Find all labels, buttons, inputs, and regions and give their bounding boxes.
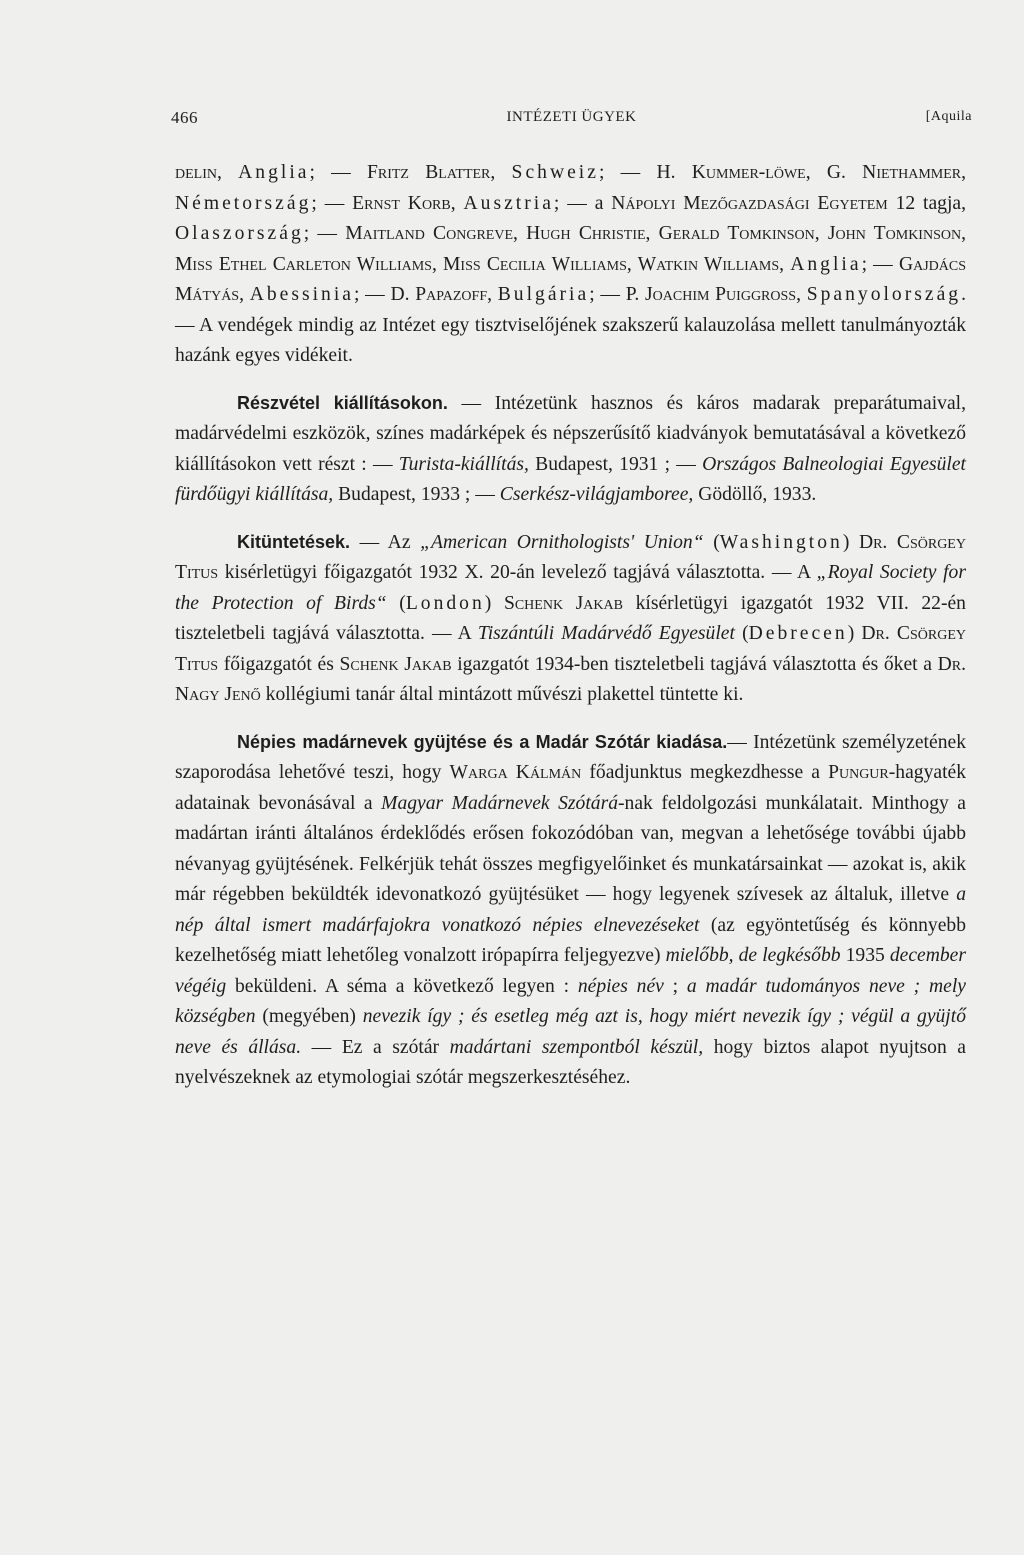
text-run: ) bbox=[847, 623, 862, 644]
small-caps-name: Schenk Jakab bbox=[503, 592, 623, 614]
text-run: , bbox=[239, 284, 250, 305]
small-caps-name: Nápolyi Mezőgazdasági Egyetem bbox=[611, 192, 888, 214]
italic-text: Tiszántúli Madárvédő Egyesület bbox=[477, 623, 735, 644]
italic-text: „American Ornithologists' Union“ bbox=[420, 531, 704, 553]
text-run: -nak feldolgozási munkálatait. Minthogy a madártan iránti általános érdeklődés erősen fokozódóban van, megvan a lehetősége további újabb névanyag gyüjtésének. Felkérjük tehát összes megfigyelőinket és munkatársainkat — azokat is, akik már régebben beküldték idevonatkozó gyüjtésüket — hogy legyenek szívesek az általuk, illetve bbox=[175, 792, 966, 905]
italic-text: december végéig bbox=[175, 945, 966, 997]
text-run: — Az bbox=[350, 531, 421, 553]
text-run: , bbox=[961, 162, 967, 183]
small-caps-name: P. Joachim Puiggross bbox=[625, 284, 797, 305]
paragraph-guest-list bbox=[175, 158, 966, 372]
section-heading: Részvétel kiállításokon. bbox=[237, 392, 448, 413]
small-caps-name: delin bbox=[175, 162, 217, 183]
small-caps-name: Pungur bbox=[828, 762, 889, 783]
text-run: ; bbox=[663, 975, 687, 997]
text-run: — Intézetünk személyzetének szaporodása lehetővé teszi, hogy bbox=[175, 731, 966, 783]
text-run: , bbox=[805, 162, 827, 183]
text-run: Budapest, 1931 ; — bbox=[528, 453, 703, 475]
section-heading: Kitüntetések. bbox=[237, 531, 351, 552]
small-caps-name: Schenk Jakab bbox=[339, 653, 452, 675]
italic-text: Cserkész-világjamboree, bbox=[499, 484, 694, 505]
text-run: hogy biztos alapot nyujtson a nyelvészeknek az etymologiai szótár megszerkesztéséhez. bbox=[175, 1036, 966, 1088]
text-run: (az egyöntetűség és könnyebb kezelhetőség miatt lehetőleg vonalzott irópapírra feljegyezve) bbox=[175, 914, 966, 966]
text-run: igazgatót 1934-ben tiszteletbeli tagjává választotta és őket a bbox=[451, 653, 938, 675]
italic-text: a madár tudományos neve ; mely községben bbox=[175, 975, 966, 1027]
text-run: ; — bbox=[311, 192, 353, 214]
italic-text: madártani szempontból készül, bbox=[449, 1036, 704, 1058]
spaced-place-name: Bulgária bbox=[497, 284, 590, 305]
text-run: Gödöllő, 1933. bbox=[693, 484, 817, 505]
text-run: -hagyaték adatainak bevonásával a bbox=[175, 762, 967, 814]
text-run: ; — bbox=[309, 162, 367, 183]
paragraph-exhibitions bbox=[175, 388, 966, 511]
small-caps-name: H. Kummer-löwe bbox=[656, 162, 806, 183]
text-run: , bbox=[487, 284, 498, 305]
small-caps-name: D. Papazoff bbox=[390, 284, 488, 305]
text-run: 1935 bbox=[840, 945, 890, 966]
text-run: , bbox=[779, 253, 791, 275]
text-run: , bbox=[450, 192, 464, 214]
text-run: főadjunktus megkezdhesse a bbox=[581, 762, 829, 783]
small-caps-name: Dr. Csörgey Titus bbox=[175, 623, 966, 675]
spaced-place-name: Schweiz bbox=[511, 162, 599, 183]
text-run: főigazgatót és bbox=[218, 653, 340, 675]
text-run: ; — bbox=[303, 223, 346, 244]
text-run: kollégiumi tanár által mintázott művészi plakettel tüntette ki. bbox=[260, 684, 744, 705]
text-run: ( bbox=[703, 531, 720, 553]
spaced-place-name: Washington bbox=[719, 531, 843, 553]
text-run: (megyében) bbox=[255, 1006, 363, 1027]
italic-text: „Royal Society for the Protection of Birds“ bbox=[175, 562, 966, 614]
spaced-place-name: Anglia bbox=[790, 253, 862, 275]
small-caps-name: G. Niethammer bbox=[826, 162, 962, 183]
text-run: , bbox=[490, 162, 512, 183]
small-caps-name: Fritz Blatter bbox=[366, 162, 491, 183]
text-run: ( bbox=[734, 623, 749, 644]
text-run: kisérletügyi főigazgatót 1932 X. 20-án levelező tagjává választotta. — A bbox=[218, 562, 817, 583]
section-heading: Népies madárnevek gyüjtése és a Madár Szótár kiadása. bbox=[237, 731, 728, 752]
spaced-place-name: Németország bbox=[175, 192, 312, 214]
body-text bbox=[175, 158, 966, 1094]
running-header bbox=[171, 108, 972, 132]
paragraph-honours bbox=[175, 527, 966, 711]
text-run: ; — a bbox=[553, 192, 612, 214]
journal-name: [Aquila bbox=[925, 109, 972, 124]
small-caps-name: Gajdács Mátyás bbox=[175, 253, 966, 305]
spaced-place-name: Debrecen bbox=[748, 623, 848, 644]
spaced-place-name: Olaszország bbox=[175, 223, 304, 244]
paragraph-bird-names bbox=[175, 727, 966, 1094]
small-caps-name: Dr. Csörgey Titus bbox=[175, 531, 966, 583]
text-run: ) bbox=[842, 531, 859, 553]
text-run: . — A vendégek mindig az Intézet egy tisztviselőjének szakszerű kalauzolása mellett tanulmányozták hazánk egyes vidékeit. bbox=[175, 284, 966, 366]
spaced-place-name: London bbox=[405, 592, 485, 614]
text-run: Budapest, 1933 ; — bbox=[333, 484, 500, 505]
italic-text: Turista-kiállítás, bbox=[398, 453, 529, 475]
text-run: , bbox=[217, 162, 239, 183]
spaced-place-name: Ausztria bbox=[463, 192, 554, 214]
text-run: — Ez a szótár bbox=[301, 1036, 450, 1058]
text-run: ; — bbox=[861, 253, 899, 275]
italic-text: a nép által ismert madárfajokra vonatkozó népies elnevezéseket bbox=[175, 884, 966, 936]
spaced-place-name: Spanyolország bbox=[806, 284, 962, 305]
italic-text: nevezik így ; és esetleg még azt is, hogy miért nevezik így ; végül a gyüjtő neve és állása. bbox=[175, 1006, 966, 1058]
small-caps-name: Ernst Korb bbox=[352, 192, 451, 214]
text-run: ; — bbox=[598, 162, 657, 183]
italic-text: mielőbb, de legkésőbb bbox=[665, 945, 841, 966]
small-caps-name: Dr. Nagy Jenő bbox=[175, 653, 967, 705]
text-run: ( bbox=[386, 592, 406, 614]
text-run: 12 tagja, bbox=[887, 192, 967, 214]
italic-text: népies név bbox=[577, 975, 664, 997]
spaced-place-name: Abessinia bbox=[249, 284, 354, 305]
text-run: ; — bbox=[354, 284, 391, 305]
text-run: ) bbox=[484, 592, 504, 614]
text-run: beküldeni. A séma a következő legyen : bbox=[226, 975, 578, 997]
text-run: — Intézetünk hasznos és káros madarak preparátumaival, madárvédelmi eszközök, színes madárképek és népszerűsítő kiadványok bemutatásával a következő kiállításokon vett részt : — bbox=[175, 392, 966, 475]
text-run: kísérletügyi igazgatót 1932 VII. 22-én tiszteletbeli tagjává választotta. — A bbox=[175, 592, 966, 644]
small-caps-name: Maitland Congreve, Hugh Christie, Gerald Tomkinson, John Tomkinson, Miss Ethel Carleton Williams, Miss Cecilia Williams, Watkin Williams bbox=[175, 223, 966, 275]
italic-text: Magyar Madárnevek Szótárá bbox=[381, 792, 618, 814]
italic-text: Országos Balneologiai Egyesület fürdőügyi kiállítása, bbox=[175, 453, 966, 505]
text-run: , bbox=[796, 284, 807, 305]
page-number: 466 bbox=[171, 108, 198, 127]
text-run: ; — bbox=[589, 284, 626, 305]
small-caps-name: Warga Kálmán bbox=[449, 762, 582, 783]
spaced-place-name: Anglia bbox=[238, 162, 310, 183]
running-title: INTÉZETI ÜGYEK bbox=[506, 109, 637, 125]
